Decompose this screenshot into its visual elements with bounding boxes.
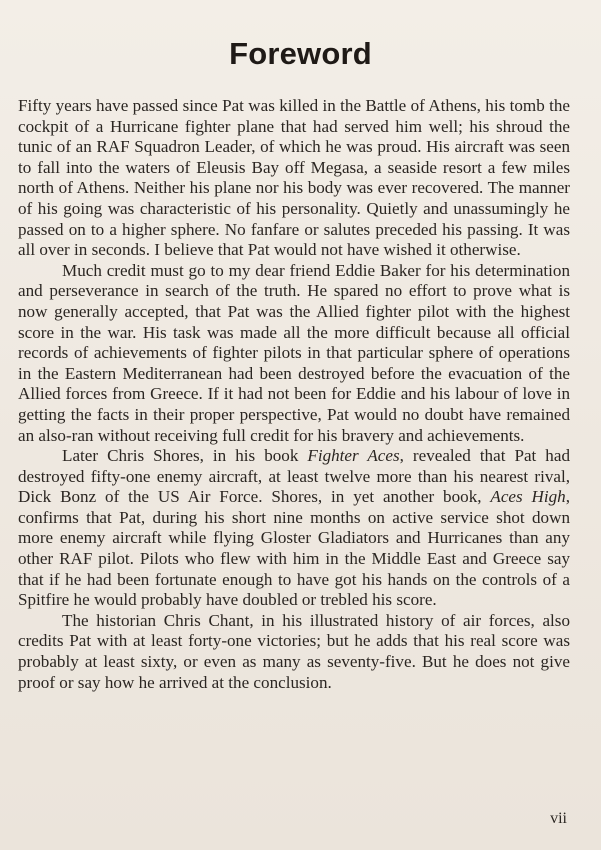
body-text: [18, 96, 570, 693]
paragraph-4-text: The historian Chris Chant, in his illustrated history of air forces, also credits Pat with at least forty-one victories; but he adds that his real score was probably at least sixty, or even as many as seventy-five. But he does not give proof or say how he arrived at the conclusion.: [18, 610, 570, 692]
paragraph-3: [18, 446, 570, 611]
page-number: vii: [550, 810, 567, 827]
page-title: Foreword: [229, 36, 372, 71]
book-title-aces-high: Aces High: [490, 487, 566, 507]
paragraph-1-text: Fifty years have passed since Pat was killed in the Battle of Athens, his tomb the cockpit of a Hurricane fighter plane that had served him well; his shroud the tunic of an RAF Squadron Leader, of which he was proud. His aircraft was seen to fall into the waters of Eleusis Bay off Megasa, a seaside resort a few miles north of Athens. Neither his plane nor his body was ever recovered. The manner of his going was characteristic of his personality. Quietly and unassumingly he passed on to a higher sphere. No fanfare or salutes preceded his passing. It was all over in seconds. I believe that Pat would not have wished it otherwise.: [18, 96, 570, 260]
paragraph-3-text-c: , confirms that Pat, during his short nine months on active service shot down more enemy aircraft while flying Gloster Gladiators and Hurricanes than any other RAF pilot. Pilots who flew with him in the Middle East and Greece say that if he had been fortunate enough to have got his hands on the controls of a Spitfire he would probably have doubled or trebled his score.: [18, 487, 570, 610]
paragraph-4: [18, 611, 570, 693]
paragraph-1: [18, 96, 570, 261]
paragraph-3-text-b: , revealed that Pat had destroyed fifty-one enemy aircraft, at least twelve more than his nearest rival, Dick Bonz of the US Air Force. Shores, in yet another book,: [18, 446, 570, 507]
book-title-fighter-aces: Fighter Aces: [307, 446, 400, 466]
paragraph-2-text: Much credit must go to my dear friend Eddie Baker for his determination and perseverance in search of the truth. He spared no effort to prove what is now generally accepted, that Pat was the Allied fighter pilot with the highest score in the war. His task was made all the more difficult because all official records of achievements of fighter pilots in that particular sphere of operations in the Eastern Mediterranean had been destroyed before the evacuation of the Allied forces from Greece. If it had not been for Eddie and his labour of love in getting the facts in their proper perspective, Pat would no doubt have remained an also-ran without receiving full credit for his bravery and achievements.: [18, 260, 570, 445]
paragraph-3-text-a: Later Chris Shores, in his book: [62, 446, 308, 466]
paragraph-2: [18, 261, 570, 446]
